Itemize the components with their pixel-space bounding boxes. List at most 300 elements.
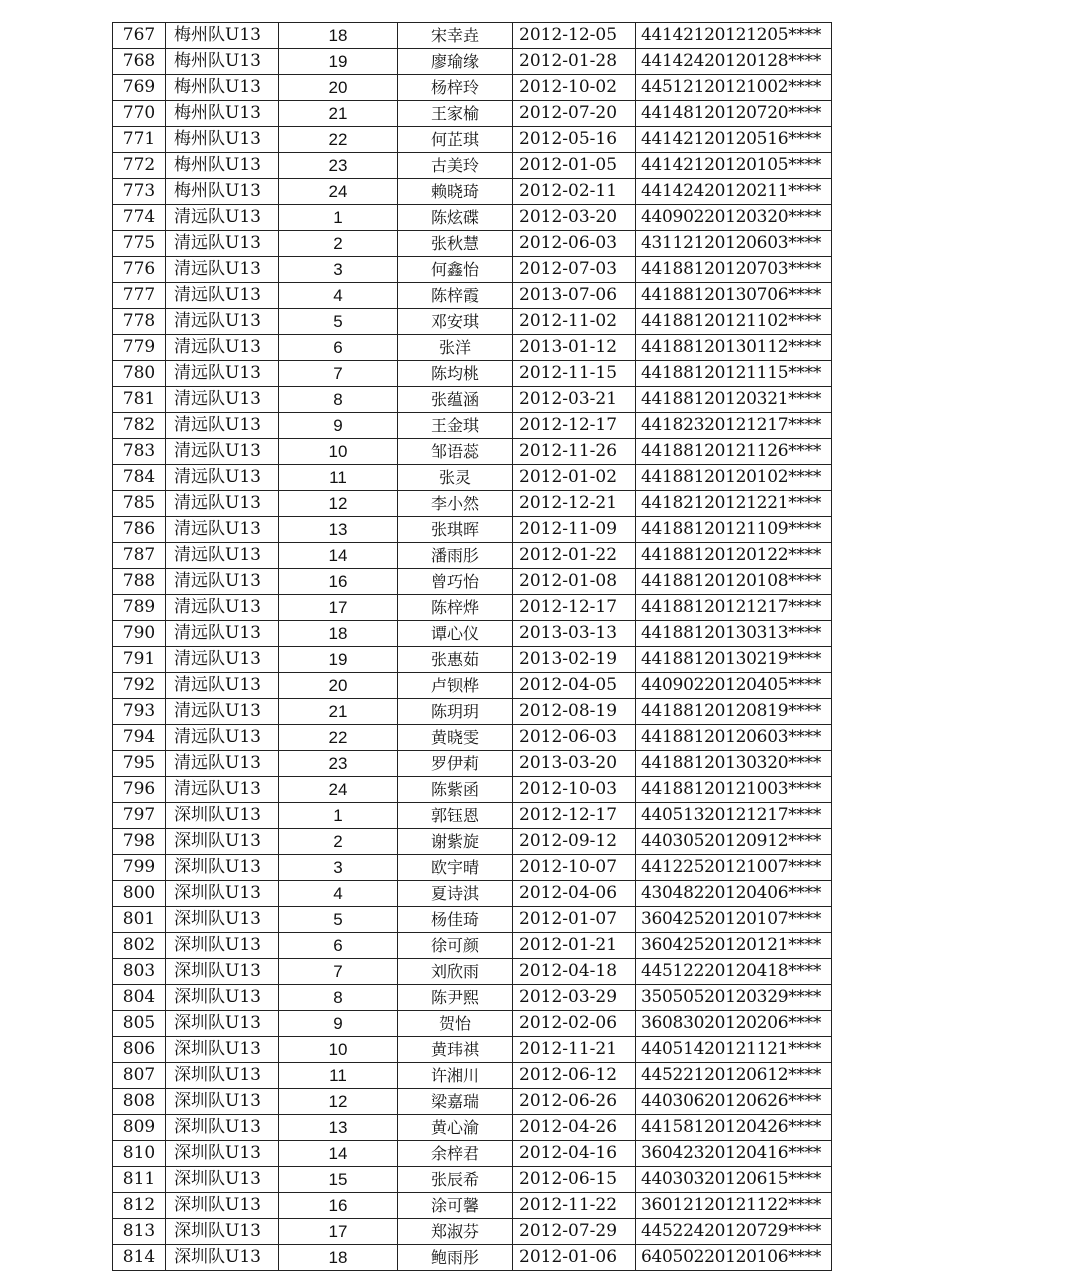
team-cell: 深圳队U13 [166, 1011, 279, 1037]
row-number-cell: 802 [113, 933, 166, 959]
birth-date-cell: 2012-03-20 [513, 205, 636, 231]
birth-date-cell: 2012-11-22 [513, 1193, 636, 1219]
birth-date-cell: 2012-11-21 [513, 1037, 636, 1063]
id-number-cell: 44142420120128**** [636, 49, 832, 75]
id-number-cell: 36042520120121**** [636, 933, 832, 959]
player-name-cell: 何芷琪 [398, 127, 513, 153]
team-cell: 清远队U13 [166, 361, 279, 387]
id-number-cell: 44188120120122**** [636, 543, 832, 569]
jersey-number-cell: 7 [279, 361, 398, 387]
team-cell: 清远队U13 [166, 335, 279, 361]
birth-date-cell: 2012-12-21 [513, 491, 636, 517]
id-number-cell: 44090220120320**** [636, 205, 832, 231]
jersey-number-cell: 21 [279, 699, 398, 725]
row-number-cell: 786 [113, 517, 166, 543]
team-cell: 清远队U13 [166, 205, 279, 231]
birth-date-cell: 2012-11-15 [513, 361, 636, 387]
id-number-cell: 44188120120321**** [636, 387, 832, 413]
table-row [113, 1193, 832, 1219]
team-cell: 梅州队U13 [166, 153, 279, 179]
row-number-cell: 782 [113, 413, 166, 439]
player-name-cell: 杨佳琦 [398, 907, 513, 933]
row-number-cell: 777 [113, 283, 166, 309]
row-number-cell: 813 [113, 1219, 166, 1245]
player-name-cell: 欧宇晴 [398, 855, 513, 881]
team-cell: 清远队U13 [166, 673, 279, 699]
table-row [113, 205, 832, 231]
birth-date-cell: 2012-04-18 [513, 959, 636, 985]
player-name-cell: 廖瑜缘 [398, 49, 513, 75]
row-number-cell: 788 [113, 569, 166, 595]
row-number-cell: 805 [113, 1011, 166, 1037]
team-cell: 清远队U13 [166, 413, 279, 439]
table-row [113, 127, 832, 153]
jersey-number-cell: 5 [279, 309, 398, 335]
id-number-cell: 44188120130219**** [636, 647, 832, 673]
table-row [113, 959, 832, 985]
birth-date-cell: 2013-07-06 [513, 283, 636, 309]
row-number-cell: 778 [113, 309, 166, 335]
table-row [113, 543, 832, 569]
team-cell: 深圳队U13 [166, 829, 279, 855]
jersey-number-cell: 16 [279, 1193, 398, 1219]
birth-date-cell: 2012-04-26 [513, 1115, 636, 1141]
id-number-cell: 36012120121122**** [636, 1193, 832, 1219]
birth-date-cell: 2012-01-21 [513, 933, 636, 959]
jersey-number-cell: 23 [279, 751, 398, 777]
player-name-cell: 黄心渝 [398, 1115, 513, 1141]
player-name-cell: 曾巧怡 [398, 569, 513, 595]
id-number-cell: 44522120120612**** [636, 1063, 832, 1089]
jersey-number-cell: 3 [279, 855, 398, 881]
jersey-number-cell: 18 [279, 1245, 398, 1271]
id-number-cell: 44030520120912**** [636, 829, 832, 855]
table-row [113, 491, 832, 517]
row-number-cell: 792 [113, 673, 166, 699]
id-number-cell: 64050220120106**** [636, 1245, 832, 1271]
birth-date-cell: 2012-11-26 [513, 439, 636, 465]
id-number-cell: 44188120130320**** [636, 751, 832, 777]
table-row [113, 1141, 832, 1167]
birth-date-cell: 2012-02-06 [513, 1011, 636, 1037]
player-name-cell: 谭心仪 [398, 621, 513, 647]
table-row [113, 725, 832, 751]
team-cell: 清远队U13 [166, 439, 279, 465]
player-name-cell: 赖晓琦 [398, 179, 513, 205]
id-number-cell: 44188120120819**** [636, 699, 832, 725]
team-cell: 深圳队U13 [166, 803, 279, 829]
table-row [113, 595, 832, 621]
birth-date-cell: 2012-01-02 [513, 465, 636, 491]
id-number-cell: 36042520120107**** [636, 907, 832, 933]
player-name-cell: 张蕴涵 [398, 387, 513, 413]
player-name-cell: 贺怡 [398, 1011, 513, 1037]
player-name-cell: 张洋 [398, 335, 513, 361]
team-cell: 梅州队U13 [166, 23, 279, 49]
table-row [113, 413, 832, 439]
table-row [113, 569, 832, 595]
birth-date-cell: 2012-01-08 [513, 569, 636, 595]
id-number-cell: 44142120120105**** [636, 153, 832, 179]
player-name-cell: 张辰希 [398, 1167, 513, 1193]
id-number-cell: 44188120130112**** [636, 335, 832, 361]
jersey-number-cell: 3 [279, 257, 398, 283]
jersey-number-cell: 10 [279, 1037, 398, 1063]
table-row [113, 517, 832, 543]
table-row [113, 179, 832, 205]
row-number-cell: 780 [113, 361, 166, 387]
jersey-number-cell: 6 [279, 335, 398, 361]
jersey-number-cell: 20 [279, 673, 398, 699]
birth-date-cell: 2012-12-05 [513, 23, 636, 49]
jersey-number-cell: 19 [279, 647, 398, 673]
birth-date-cell: 2012-10-07 [513, 855, 636, 881]
row-number-cell: 772 [113, 153, 166, 179]
birth-date-cell: 2013-03-20 [513, 751, 636, 777]
player-name-cell: 邓安琪 [398, 309, 513, 335]
player-name-cell: 古美玲 [398, 153, 513, 179]
table-row [113, 283, 832, 309]
birth-date-cell: 2012-01-22 [513, 543, 636, 569]
row-number-cell: 807 [113, 1063, 166, 1089]
team-cell: 深圳队U13 [166, 1245, 279, 1271]
jersey-number-cell: 8 [279, 985, 398, 1011]
id-number-cell: 44188120130313**** [636, 621, 832, 647]
jersey-number-cell: 12 [279, 1089, 398, 1115]
player-name-cell: 陈梓烨 [398, 595, 513, 621]
roster-table [112, 22, 832, 1271]
id-number-cell: 44188120121115**** [636, 361, 832, 387]
jersey-number-cell: 13 [279, 1115, 398, 1141]
team-cell: 清远队U13 [166, 647, 279, 673]
table-row [113, 1011, 832, 1037]
jersey-number-cell: 19 [279, 49, 398, 75]
jersey-number-cell: 18 [279, 621, 398, 647]
jersey-number-cell: 14 [279, 1141, 398, 1167]
row-number-cell: 779 [113, 335, 166, 361]
jersey-number-cell: 17 [279, 595, 398, 621]
id-number-cell: 44188120121102**** [636, 309, 832, 335]
row-number-cell: 776 [113, 257, 166, 283]
table-row [113, 699, 832, 725]
table-row [113, 829, 832, 855]
birth-date-cell: 2012-04-06 [513, 881, 636, 907]
jersey-number-cell: 1 [279, 205, 398, 231]
row-number-cell: 804 [113, 985, 166, 1011]
table-row [113, 907, 832, 933]
row-number-cell: 795 [113, 751, 166, 777]
row-number-cell: 794 [113, 725, 166, 751]
table-row [113, 803, 832, 829]
player-name-cell: 陈尹熙 [398, 985, 513, 1011]
player-name-cell: 陈均桃 [398, 361, 513, 387]
row-number-cell: 783 [113, 439, 166, 465]
table-row [113, 933, 832, 959]
roster-body [113, 23, 832, 1271]
table-row [113, 257, 832, 283]
id-number-cell: 43048220120406**** [636, 881, 832, 907]
player-name-cell: 宋幸垚 [398, 23, 513, 49]
birth-date-cell: 2012-07-20 [513, 101, 636, 127]
team-cell: 清远队U13 [166, 491, 279, 517]
row-number-cell: 811 [113, 1167, 166, 1193]
player-name-cell: 王家榆 [398, 101, 513, 127]
player-name-cell: 陈玥玥 [398, 699, 513, 725]
jersey-number-cell: 2 [279, 231, 398, 257]
team-cell: 深圳队U13 [166, 1115, 279, 1141]
team-cell: 深圳队U13 [166, 1089, 279, 1115]
player-name-cell: 卢钡桦 [398, 673, 513, 699]
id-number-cell: 44051320121217**** [636, 803, 832, 829]
player-name-cell: 黄晓雯 [398, 725, 513, 751]
team-cell: 清远队U13 [166, 751, 279, 777]
team-cell: 清远队U13 [166, 725, 279, 751]
jersey-number-cell: 7 [279, 959, 398, 985]
jersey-number-cell: 8 [279, 387, 398, 413]
jersey-number-cell: 24 [279, 777, 398, 803]
team-cell: 清远队U13 [166, 569, 279, 595]
table-row [113, 647, 832, 673]
row-number-cell: 781 [113, 387, 166, 413]
birth-date-cell: 2013-02-19 [513, 647, 636, 673]
row-number-cell: 810 [113, 1141, 166, 1167]
player-name-cell: 黄玮祺 [398, 1037, 513, 1063]
row-number-cell: 812 [113, 1193, 166, 1219]
table-row [113, 101, 832, 127]
row-number-cell: 801 [113, 907, 166, 933]
jersey-number-cell: 20 [279, 75, 398, 101]
birth-date-cell: 2012-10-03 [513, 777, 636, 803]
birth-date-cell: 2012-01-28 [513, 49, 636, 75]
id-number-cell: 44188120121003**** [636, 777, 832, 803]
birth-date-cell: 2012-07-03 [513, 257, 636, 283]
row-number-cell: 771 [113, 127, 166, 153]
player-name-cell: 张惠茹 [398, 647, 513, 673]
birth-date-cell: 2012-12-17 [513, 803, 636, 829]
team-cell: 深圳队U13 [166, 1063, 279, 1089]
row-number-cell: 800 [113, 881, 166, 907]
id-number-cell: 35050520120329**** [636, 985, 832, 1011]
jersey-number-cell: 5 [279, 907, 398, 933]
id-number-cell: 44188120121109**** [636, 517, 832, 543]
jersey-number-cell: 16 [279, 569, 398, 595]
player-name-cell: 杨梓玲 [398, 75, 513, 101]
team-cell: 梅州队U13 [166, 179, 279, 205]
table-row [113, 1037, 832, 1063]
id-number-cell: 44142420120211**** [636, 179, 832, 205]
table-row [113, 985, 832, 1011]
player-name-cell: 余梓君 [398, 1141, 513, 1167]
player-name-cell: 鲍雨彤 [398, 1245, 513, 1271]
row-number-cell: 793 [113, 699, 166, 725]
jersey-number-cell: 1 [279, 803, 398, 829]
table-row [113, 231, 832, 257]
team-cell: 深圳队U13 [166, 1219, 279, 1245]
birth-date-cell: 2012-05-16 [513, 127, 636, 153]
team-cell: 清远队U13 [166, 517, 279, 543]
team-cell: 清远队U13 [166, 595, 279, 621]
team-cell: 深圳队U13 [166, 933, 279, 959]
player-name-cell: 许湘川 [398, 1063, 513, 1089]
table-row [113, 777, 832, 803]
player-name-cell: 徐可颜 [398, 933, 513, 959]
jersey-number-cell: 24 [279, 179, 398, 205]
id-number-cell: 44051420121121**** [636, 1037, 832, 1063]
player-name-cell: 罗伊莉 [398, 751, 513, 777]
row-number-cell: 803 [113, 959, 166, 985]
birth-date-cell: 2013-03-13 [513, 621, 636, 647]
team-cell: 深圳队U13 [166, 1037, 279, 1063]
team-cell: 深圳队U13 [166, 1141, 279, 1167]
jersey-number-cell: 11 [279, 1063, 398, 1089]
birth-date-cell: 2012-06-15 [513, 1167, 636, 1193]
team-cell: 梅州队U13 [166, 75, 279, 101]
row-number-cell: 791 [113, 647, 166, 673]
table-row [113, 309, 832, 335]
table-row [113, 1089, 832, 1115]
team-cell: 清远队U13 [166, 621, 279, 647]
team-cell: 清远队U13 [166, 257, 279, 283]
team-cell: 深圳队U13 [166, 907, 279, 933]
table-row [113, 75, 832, 101]
row-number-cell: 785 [113, 491, 166, 517]
row-number-cell: 814 [113, 1245, 166, 1271]
table-row [113, 387, 832, 413]
birth-date-cell: 2012-01-05 [513, 153, 636, 179]
player-name-cell: 陈梓霞 [398, 283, 513, 309]
player-name-cell: 邹语蕊 [398, 439, 513, 465]
player-name-cell: 潘雨肜 [398, 543, 513, 569]
birth-date-cell: 2012-11-02 [513, 309, 636, 335]
row-number-cell: 809 [113, 1115, 166, 1141]
row-number-cell: 797 [113, 803, 166, 829]
player-name-cell: 谢紫旋 [398, 829, 513, 855]
player-name-cell: 张秋慧 [398, 231, 513, 257]
player-name-cell: 夏诗淇 [398, 881, 513, 907]
jersey-number-cell: 9 [279, 1011, 398, 1037]
id-number-cell: 36083020120206**** [636, 1011, 832, 1037]
id-number-cell: 44148120120720**** [636, 101, 832, 127]
birth-date-cell: 2012-10-02 [513, 75, 636, 101]
jersey-number-cell: 15 [279, 1167, 398, 1193]
birth-date-cell: 2012-04-05 [513, 673, 636, 699]
birth-date-cell: 2012-12-17 [513, 413, 636, 439]
id-number-cell: 44188120121126**** [636, 439, 832, 465]
id-number-cell: 44188120130706**** [636, 283, 832, 309]
player-name-cell: 涂可馨 [398, 1193, 513, 1219]
id-number-cell: 44188120120703**** [636, 257, 832, 283]
jersey-number-cell: 2 [279, 829, 398, 855]
team-cell: 深圳队U13 [166, 959, 279, 985]
id-number-cell: 44512220120418**** [636, 959, 832, 985]
row-number-cell: 775 [113, 231, 166, 257]
row-number-cell: 768 [113, 49, 166, 75]
row-number-cell: 770 [113, 101, 166, 127]
table-row [113, 881, 832, 907]
birth-date-cell: 2012-03-21 [513, 387, 636, 413]
row-number-cell: 799 [113, 855, 166, 881]
player-name-cell: 张琪晖 [398, 517, 513, 543]
player-name-cell: 梁嘉瑞 [398, 1089, 513, 1115]
jersey-number-cell: 9 [279, 413, 398, 439]
id-number-cell: 44188120120603**** [636, 725, 832, 751]
team-cell: 梅州队U13 [166, 127, 279, 153]
jersey-number-cell: 14 [279, 543, 398, 569]
birth-date-cell: 2012-09-12 [513, 829, 636, 855]
table-row [113, 855, 832, 881]
jersey-number-cell: 10 [279, 439, 398, 465]
table-row [113, 1245, 832, 1271]
jersey-number-cell: 22 [279, 127, 398, 153]
table-row [113, 465, 832, 491]
team-cell: 清远队U13 [166, 283, 279, 309]
id-number-cell: 44030620120626**** [636, 1089, 832, 1115]
row-number-cell: 784 [113, 465, 166, 491]
row-number-cell: 806 [113, 1037, 166, 1063]
id-number-cell: 44512120121002**** [636, 75, 832, 101]
id-number-cell: 44142120120516**** [636, 127, 832, 153]
birth-date-cell: 2012-06-03 [513, 725, 636, 751]
jersey-number-cell: 4 [279, 283, 398, 309]
jersey-number-cell: 18 [279, 23, 398, 49]
table-row [113, 439, 832, 465]
table-row [113, 153, 832, 179]
table-row [113, 621, 832, 647]
team-cell: 梅州队U13 [166, 49, 279, 75]
birth-date-cell: 2012-11-09 [513, 517, 636, 543]
team-cell: 清远队U13 [166, 231, 279, 257]
row-number-cell: 789 [113, 595, 166, 621]
row-number-cell: 790 [113, 621, 166, 647]
birth-date-cell: 2012-01-07 [513, 907, 636, 933]
table-row [113, 361, 832, 387]
row-number-cell: 796 [113, 777, 166, 803]
id-number-cell: 44188120120108**** [636, 569, 832, 595]
player-name-cell: 郑淑芬 [398, 1219, 513, 1245]
row-number-cell: 767 [113, 23, 166, 49]
birth-date-cell: 2013-01-12 [513, 335, 636, 361]
jersey-number-cell: 13 [279, 517, 398, 543]
birth-date-cell: 2012-07-29 [513, 1219, 636, 1245]
jersey-number-cell: 11 [279, 465, 398, 491]
jersey-number-cell: 4 [279, 881, 398, 907]
team-cell: 清远队U13 [166, 387, 279, 413]
jersey-number-cell: 17 [279, 1219, 398, 1245]
player-name-cell: 何鑫怡 [398, 257, 513, 283]
jersey-number-cell: 12 [279, 491, 398, 517]
team-cell: 深圳队U13 [166, 881, 279, 907]
id-number-cell: 44030320120615**** [636, 1167, 832, 1193]
table-row [113, 1219, 832, 1245]
table-row [113, 49, 832, 75]
birth-date-cell: 2012-01-06 [513, 1245, 636, 1271]
row-number-cell: 769 [113, 75, 166, 101]
birth-date-cell: 2012-03-29 [513, 985, 636, 1011]
jersey-number-cell: 6 [279, 933, 398, 959]
team-cell: 清远队U13 [166, 699, 279, 725]
row-number-cell: 773 [113, 179, 166, 205]
birth-date-cell: 2012-08-19 [513, 699, 636, 725]
table-row [113, 1167, 832, 1193]
player-name-cell: 张灵 [398, 465, 513, 491]
id-number-cell: 44522420120729**** [636, 1219, 832, 1245]
player-name-cell: 陈炫碟 [398, 205, 513, 231]
player-name-cell: 李小然 [398, 491, 513, 517]
id-number-cell: 36042320120416**** [636, 1141, 832, 1167]
team-cell: 清远队U13 [166, 777, 279, 803]
team-cell: 清远队U13 [166, 543, 279, 569]
birth-date-cell: 2012-06-03 [513, 231, 636, 257]
